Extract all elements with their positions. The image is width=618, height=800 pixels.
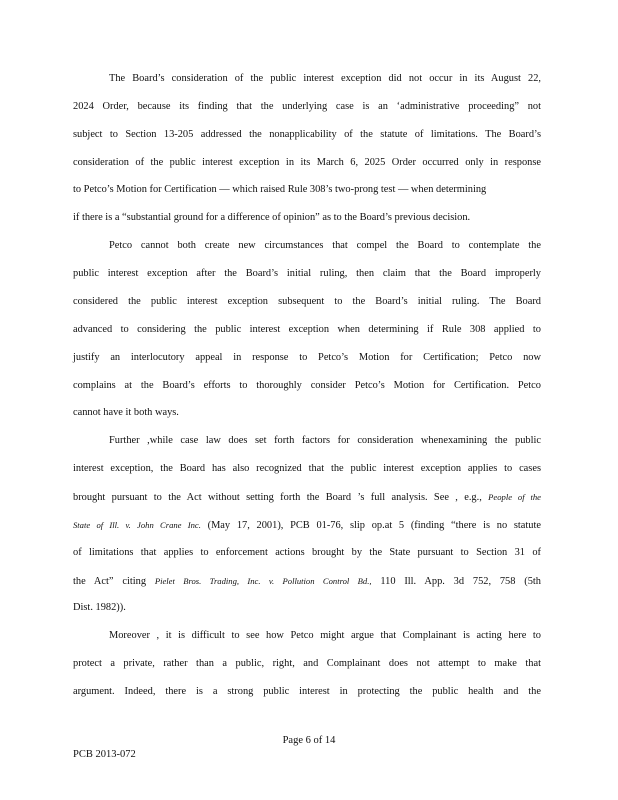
paragraph-1-line-3: subject to Section 13-205 addressed the nonapplicability of the statute of limitations. The Board’s — [73, 129, 541, 140]
case-citation: Pielet Bros. Trading, Inc. v. Pollution Control Bd., — [154, 576, 372, 586]
line-text: the Act” citing — [73, 576, 147, 587]
paragraph-2-line-4: advanced to considering the public interest exception when determining if Rule 308 applied to — [73, 324, 541, 335]
paragraph-4-line-1: Moreover , it is difficult to see how Petco might argue that Complainant is acting here to — [109, 630, 541, 641]
paragraph-3-line-2: interest exception, the Board has also recognized that the public interest exception applies to cases — [73, 463, 541, 474]
paragraph-3-line-6 — [73, 574, 541, 589]
paragraph-2-line-6: complains at the Board’s efforts to thoroughly consider Petco’s Motion for Certification. Petco — [73, 380, 541, 391]
line-text: brought pursuant to the Act without setting forth the Board ’s full analysis. See , e.g., — [73, 492, 482, 503]
paragraph-3-line-3 — [73, 490, 541, 505]
paragraph-2-line-1: Petco cannot both create new circumstances that compel the Board to contemplate the — [109, 240, 541, 251]
paragraph-1-line-6: if there is a “substantial ground for a difference of opinion” as to the Board’s previous decision. — [73, 212, 471, 223]
paragraph-3-line-1: Further ,while case law does set forth factors for consideration whenexamining the public — [109, 435, 541, 446]
paragraph-1-line-1: The Board’s consideration of the public interest exception did not occur in its August 22, — [109, 73, 541, 84]
paragraph-1-line-5: to Petco’s Motion for Certification — which raised Rule 308’s two-prong test — when determining — [73, 184, 487, 195]
paragraph-2-line-2: public interest exception after the Board’s initial ruling, then claim that the Board improperly — [73, 268, 541, 279]
paragraph-4-line-3: argument. Indeed, there is a strong public interest in protecting the public health and the — [73, 686, 541, 697]
case-citation: People of the — [488, 492, 541, 502]
paragraph-1-line-2: 2024 Order, because its finding that the underlying case is an ‘administrative proceeding” not — [73, 101, 541, 112]
paragraph-1-line-4: consideration of the public interest exception in its March 6, 2025 Order occurred only in response — [73, 157, 541, 168]
paragraph-3-line-7: Dist. 1982)). — [73, 602, 126, 613]
paragraph-4-line-2: protect a private, rather than a public, right, and Complainant does not attempt to make that — [73, 658, 541, 669]
paragraph-2-line-5: justify an interlocutory appeal in response to Petco’s Motion for Certification; Petco now — [73, 352, 541, 363]
page-number: Page 6 of 14 — [282, 735, 336, 746]
paragraph-2-line-7: cannot have it both ways. — [73, 407, 179, 418]
case-citation: State of Ill. v. John Crane Inc. — [73, 520, 201, 530]
paragraph-2-line-3: considered the public interest exception subsequent to the Board’s initial ruling. The Board — [73, 296, 541, 307]
paragraph-3-line-4 — [73, 518, 541, 533]
case-number: PCB 2013-072 — [73, 749, 136, 760]
line-text: 110 Ill. App. 3d 752, 758 (5th — [380, 576, 541, 587]
line-text: (May 17, 2001), PCB 01-76, slip op.at 5 (finding “there is no statute — [207, 520, 541, 531]
paragraph-3-line-5: of limitations that applies to enforcement actions brought by the State pursuant to Section 31 of — [73, 547, 541, 558]
